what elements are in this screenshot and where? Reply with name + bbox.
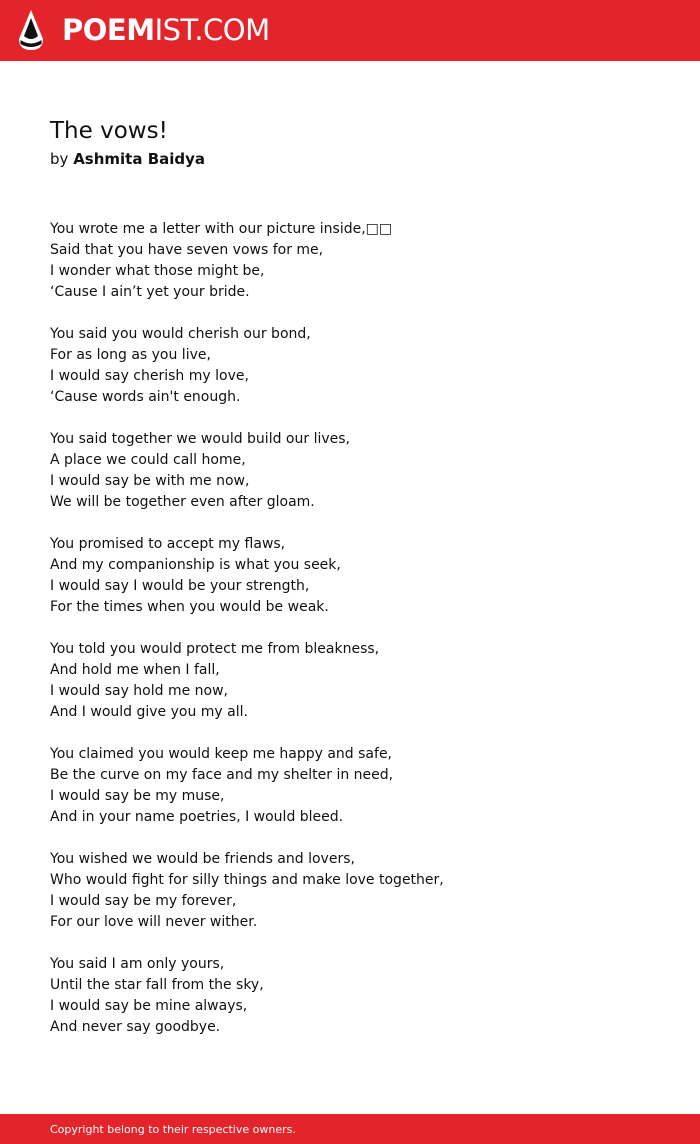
poem-line: And my companionship is what you seek, — [50, 557, 341, 573]
stanza — [50, 324, 670, 408]
brand-light-text: IST.COM — [154, 13, 270, 47]
poem-line: And in your name poetries, I would bleed. — [50, 809, 344, 825]
poem-line: ‘Cause I ain’t yet your bride. — [50, 284, 250, 300]
poem-line: For the times when you would be weak. — [50, 599, 329, 615]
footer-bar — [0, 1114, 700, 1144]
poem-line: I would say be my forever, — [50, 893, 237, 909]
stanza — [50, 849, 670, 933]
poem-line: I would say be with me now, — [50, 473, 250, 489]
byline — [50, 148, 650, 170]
poem-line: Be the curve on my face and my shelter in need, — [50, 767, 394, 783]
poem-line: You said I am only yours, — [50, 956, 225, 972]
poem-line: You wished we would be friends and lovers, — [50, 851, 355, 867]
poem-line: You wrote me a letter with our picture inside,□□ — [50, 221, 393, 237]
stanza — [50, 639, 670, 723]
author-name: Ashmita Baidya — [73, 150, 206, 168]
poem-line: Until the star fall from the sky, — [50, 977, 264, 993]
stanza — [50, 744, 670, 828]
poem-line: I would say hold me now, — [50, 683, 229, 699]
site-logo-link[interactable] — [16, 9, 270, 51]
poem-line: You promised to accept my flaws, — [50, 536, 286, 552]
stanza — [50, 429, 670, 513]
poem-line: Who would fight for silly things and make love together, — [50, 872, 444, 888]
poem-line: For our love will never wither. — [50, 914, 258, 930]
poem-line: You claimed you would keep me happy and safe, — [50, 746, 393, 762]
poem-line: And never say goodbye. — [50, 1019, 221, 1035]
poem-line: I would say cherish my love, — [50, 368, 249, 384]
stanza — [50, 534, 670, 618]
brand-bold-text: POEM — [62, 13, 155, 47]
poem-heading — [50, 114, 650, 170]
poem-line: A place we could call home, — [50, 452, 246, 468]
poem-line: I wonder what those might be, — [50, 263, 265, 279]
poem-line: And I would give you my all. — [50, 704, 248, 720]
poem-body — [50, 219, 670, 1059]
byline-label: by — [50, 150, 69, 168]
poem-line: You said you would cherish our bond, — [50, 326, 311, 342]
site-brand — [62, 9, 270, 51]
poem-line: You said together we would build our lives, — [50, 431, 350, 447]
poem-title: The vows! — [50, 118, 168, 144]
copyright-text: Copyright belong to their respective owners. — [50, 1123, 296, 1136]
poem-line: For as long as you live, — [50, 347, 211, 363]
poem-line: And hold me when I fall, — [50, 662, 220, 678]
poem-line: You told you would protect me from bleakness, — [50, 641, 380, 657]
poem-line: I would say be my muse, — [50, 788, 225, 804]
stanza — [50, 954, 670, 1038]
poem-line: We will be together even after gloam. — [50, 494, 315, 510]
poem-line: I would say be mine always, — [50, 998, 248, 1014]
pencil-tip-icon — [16, 9, 46, 51]
poem-line: I would say I would be your strength, — [50, 578, 310, 594]
poem-line: ‘Cause words ain't enough. — [50, 389, 241, 405]
stanza — [50, 219, 670, 303]
poem-line: Said that you have seven vows for me, — [50, 242, 324, 258]
header-bar — [0, 0, 700, 61]
